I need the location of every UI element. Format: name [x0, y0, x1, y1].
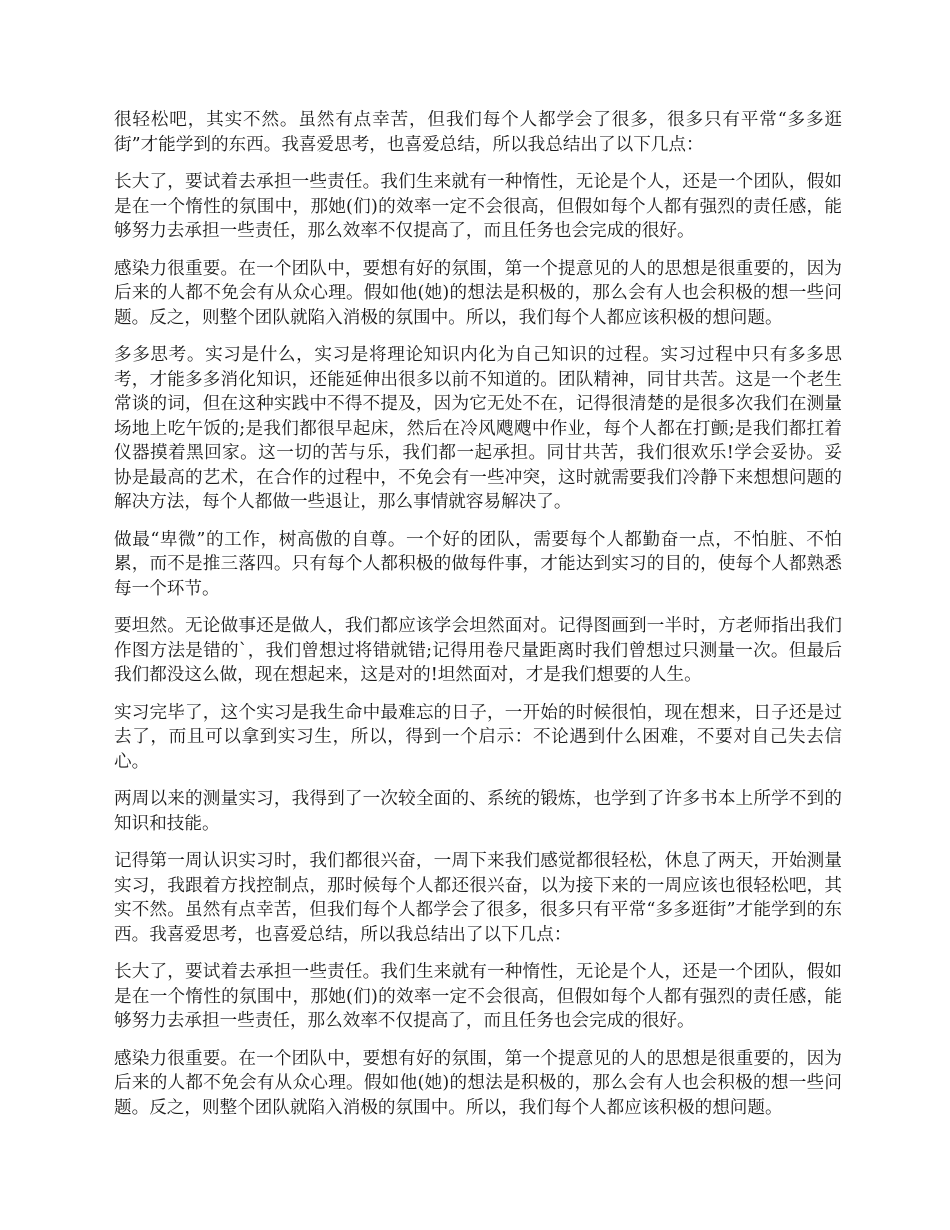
document-page	[114, 108, 842, 1133]
paragraph: 两周以来的测量实习，我得到了一次较全面的、系统的锻炼，也学到了许多书本上所学不到的知识和技能。	[114, 789, 842, 834]
paragraph: 要坦然。无论做事还是做人，我们都应该学会坦然面对。记得图画到一半时，方老师指出我们作图方法是错的`，我们曾想过将错就错;记得用卷尺量距离时我们曾想过只测量一次。但最后我们都没这么做，现在想起来，这是对的!坦然面对，才是我们想要的人生。	[114, 616, 842, 685]
paragraph: 多多思考。实习是什么，实习是将理论知识内化为自己知识的过程。实习过程中只有多多思考，才能多多消化知识，还能延伸出很多以前不知道的。团队精神，同甘共苦。这是一个老生常谈的词，但在这种实践中不得不提及，因为它无处不在，记得很清楚的是很多次我们在测量场地上吃午饭的;是我们都很早起床，然后在冷风飕飕中作业，每个人都在打颤;是我们都扛着仪器摸着黑回家。这一切的苦与乐，我们都一起承担。同甘共苦，我们很欢乐!学会妥协。妥协是最高的艺术，在合作的过程中，不免会有一些冲突，这时就需要我们冷静下来想想问题的解决方法，每个人都做一些退让，那么事情就容易解决了。	[114, 345, 843, 512]
paragraph: 感染力很重要。在一个团队中，要想有好的氛围，第一个提意见的人的思想是很重要的，因为后来的人都不免会有从众心理。假如他(她)的想法是积极的，那么会有人也会积极的想一些问题。反之，则整个团队就陷入消极的氛围中。所以，我们每个人都应该积极的想问题。	[114, 258, 842, 328]
paragraph: 长大了，要试着去承担一些责任。我们生来就有一种惰性，无论是个人，还是一个团队，假如是在一个惰性的氛围中，那她(们)的效率一定不会很高，但假如每个人都有强烈的责任感，能够努力去承担一些责任，那么效率不仅提高了，而且任务也会完成的很好。	[114, 172, 842, 241]
paragraph: 做最“卑微”的工作，树高傲的自尊。一个好的团队，需要每个人都勤奋一点，不怕脏、不怕累，而不是推三落四。只有每个人都积极的做每件事，才能达到实习的目的，使每个人都熟悉每一个环节。	[114, 529, 842, 599]
paragraph: 记得第一周认识实习时，我们都很兴奋，一周下来我们感觉都很轻松，休息了两天，开始测量实习，我跟着方找控制点，那时候每个人都还很兴奋，以为接下来的一周应该也很轻松吧，其实不然。虽然有点幸苦，但我们每个人都学会了很多，很多只有平常“多多逛街”才能学到的东西。我喜爱思考，也喜爱总结，所以我总结出了以下几点：	[114, 851, 842, 945]
paragraph: 感染力很重要。在一个团队中，要想有好的氛围，第一个提意见的人的思想是很重要的，因为后来的人都不免会有从众心理。假如他(她)的想法是积极的，那么会有人也会积极的想一些问题。反之，则整个团队就陷入消极的氛围中。所以，我们每个人都应该积极的想问题。	[114, 1048, 842, 1118]
paragraph: 长大了，要试着去承担一些责任。我们生来就有一种惰性，无论是个人，还是一个团队，假如是在一个惰性的氛围中，那她(们)的效率一定不会很高，但假如每个人都有强烈的责任感，能够努力去承担一些责任，那么效率不仅提高了，而且任务也会完成的很好。	[114, 962, 842, 1031]
paragraph: 实习完毕了，这个实习是我生命中最难忘的日子，一开始的时候很怕，现在想来，日子还是过去了，而且可以拿到实习生，所以，得到一个启示：不论遇到什么困难，不要对自己失去信心。	[114, 702, 842, 772]
paragraph: 很轻松吧，其实不然。虽然有点幸苦，但我们每个人都学会了很多，很多只有平常“多多逛街”才能学到的东西。我喜爱思考，也喜爱总结，所以我总结出了以下几点：	[114, 110, 842, 155]
